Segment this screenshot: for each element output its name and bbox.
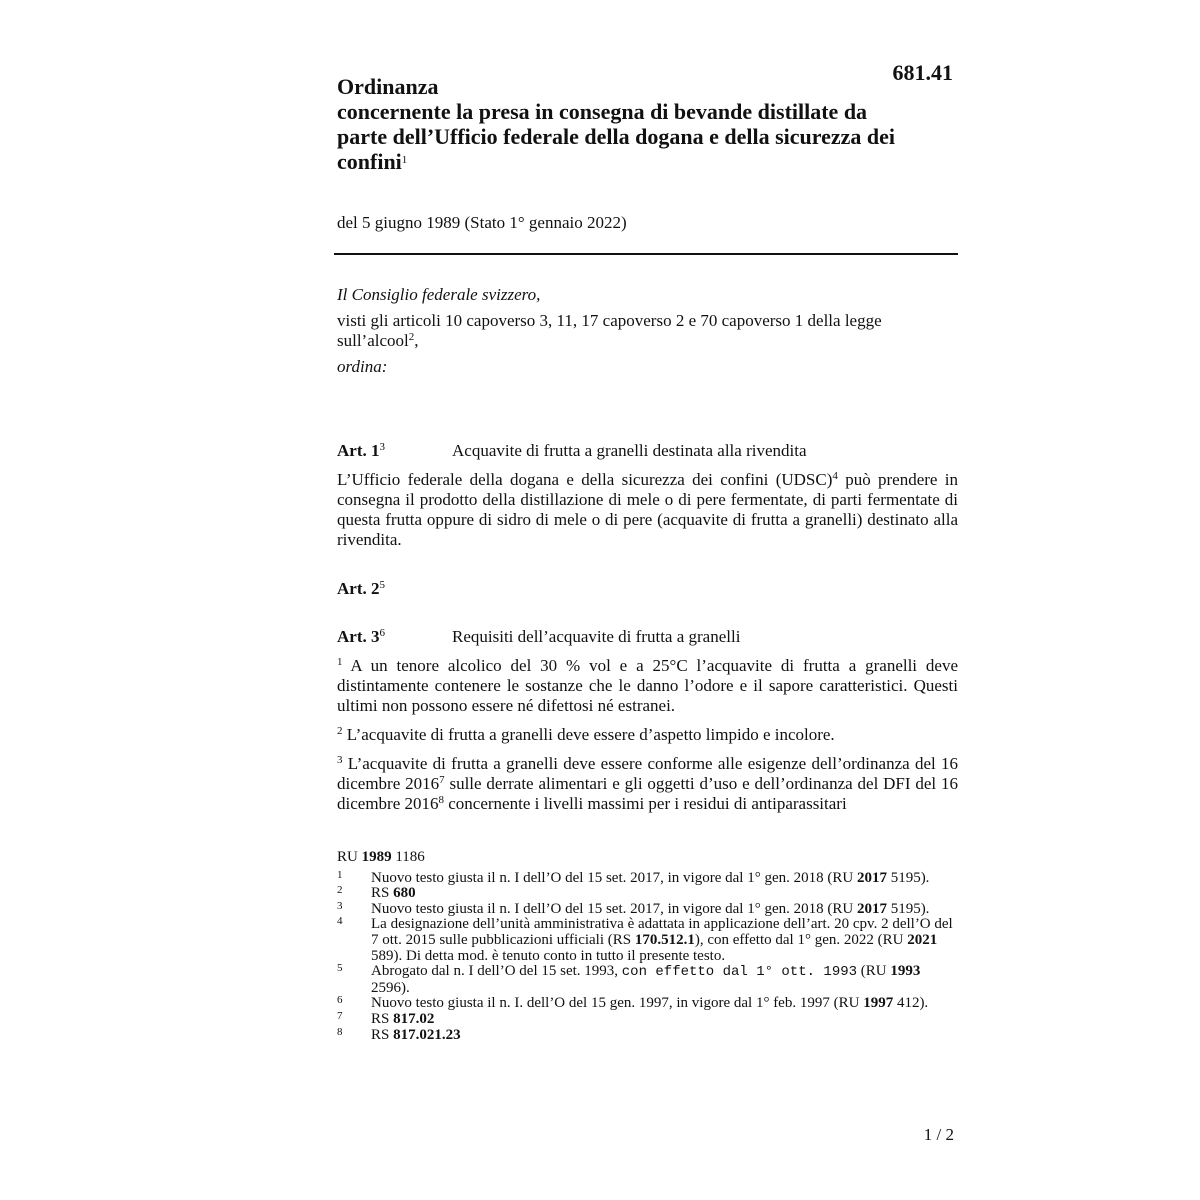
- paragraph-number: 3: [337, 754, 343, 766]
- footnote-item: 4 La designazione dell’unità amministrativa è adattata in applicazione dell’art. 20 cpv. 2 dell’O del 7 ott. 2015 sulle pubblicazioni ufficiali (RS 170.512.1), con effetto dal 1° gen. 2022 (RU 2021 589). Di detta mod. è tenuto conto in tutto il presente testo.: [337, 915, 953, 964]
- footnote-number: 4: [337, 915, 343, 928]
- footnote-ref[interactable]: 8: [438, 794, 444, 806]
- footnote-ref[interactable]: 6: [379, 627, 385, 639]
- footnote-number: 8: [337, 1025, 343, 1038]
- article-title: Requisiti dell’acquavite di frutta a granelli: [452, 627, 741, 646]
- article-1: [337, 441, 958, 559]
- title-line: parte dell’Ufficio federale della dogana e della sicurezza dei: [337, 124, 896, 149]
- sr-number: 681.41: [892, 60, 953, 85]
- ordina: ordina:: [337, 357, 388, 376]
- footnote-item: 2 RS 680: [337, 884, 416, 902]
- ordinance-title: [337, 74, 958, 174]
- legal-basis: visti gli articoli 10 capoverso 3, 11, 17 capoverso 2 e 70 capoverso 1 della legge sull’alcool$^2$,: [337, 311, 882, 350]
- footnote-item: 8 RS 817.021.23: [337, 1025, 461, 1043]
- footnote-ref[interactable]: 3: [379, 441, 385, 453]
- preamble: [337, 285, 958, 383]
- article-heading: [337, 441, 958, 461]
- footnote-item: 5 Abrogato dal n. I dell’O del 15 set. 1993, con effetto dal 1° ott. 1993 (RU 1993 2596).: [337, 962, 921, 996]
- title-line: confini$^1$: [337, 149, 408, 174]
- footnote-item: 7 RS 817.02: [337, 1009, 435, 1027]
- footnote-item: 1 Nuovo testo giusta il n. I dell’O del 15 set. 2017, in vigore dal 1° gen. 2018 (RU 2017 5195).: [337, 868, 930, 886]
- ru-reference: RU 1989 1186: [337, 849, 425, 865]
- paragraph-number: 1: [337, 656, 343, 668]
- footnote-ref[interactable]: 2: [408, 331, 415, 343]
- article-label: Art. 1$^3$: [337, 441, 385, 460]
- footnote-number: 1: [337, 868, 343, 881]
- authority: Il Consiglio federale svizzero,: [337, 285, 541, 304]
- footnotes: [337, 850, 958, 1043]
- footnote-item: 6 Nuovo testo giusta il n. I. dell’O del 15 gen. 1997, in vigore dal 1° feb. 1997 (RU 1997 412).: [337, 994, 929, 1012]
- article-paragraph: $^3$ L’acquavite di frutta a granelli deve essere conforme alle esigenze dell’ordinanza del 16 dicembre 2016$^7$ sulle derrate alimentari e gli oggetti d’uso e dell’ordinanza del DFI del 16 dicembre 2016$^8$ concernente i livelli massimi per i residui di antiparassitari: [337, 754, 958, 813]
- article-paragraph: $^1$ A un tenore alcolico del 30 % vol e a 25°C l’acquavite di frutta a granelli deve distintamente contenere le sostanze che le danno l’odore e il sapore caratteristici. Questi ultimi non possono essere né difettosi né estranei.: [337, 656, 958, 715]
- document-page: [337, 0, 958, 1200]
- date-line: del 5 giugno 1989 (Stato 1° gennaio 2022): [337, 213, 627, 232]
- article-heading: [337, 579, 958, 599]
- article-label: Art. 3$^6$: [337, 627, 385, 646]
- article-3: [337, 627, 958, 823]
- article-heading: [337, 627, 958, 647]
- footnote-number: 3: [337, 899, 343, 912]
- article-paragraph: $^2$ L’acquavite di frutta a granelli deve essere d’aspetto limpido e incolore.: [337, 725, 835, 744]
- article-label: Art. 2$^5$: [337, 579, 385, 598]
- footnote-item: 3 Nuovo testo giusta il n. I dell’O del 15 set. 2017, in vigore dal 1° gen. 2018 (RU 2017 5195).: [337, 899, 930, 917]
- footnote-number: 5: [337, 962, 343, 975]
- footnote-number: 7: [337, 1009, 343, 1022]
- paragraph-number: 2: [337, 725, 343, 737]
- article-paragraph: L’Ufficio federale della dogana e della sicurezza dei confini (UDSC)$^4$ può prendere in consegna il prodotto della distillazione di mele o di pere fermentate, di parti fermentate di questa frutta oppure di sidro di mele o di pere (acquavite di frutta a granelli) destinato alla rivendita.: [337, 470, 959, 549]
- footnote-number: 2: [337, 884, 343, 897]
- article-title: Acquavite di frutta a granelli destinata alla rivendita: [452, 441, 807, 460]
- footnote-ref[interactable]: 1: [401, 154, 408, 166]
- footnote-number: 6: [337, 994, 343, 1007]
- title-line: concernente la presa in consegna di bevande distillate da: [337, 99, 868, 124]
- divider: [334, 253, 958, 255]
- footnote-ref[interactable]: 4: [832, 470, 838, 482]
- article-2: [337, 579, 958, 608]
- footnote-ref[interactable]: 5: [379, 579, 385, 591]
- footnote-ref[interactable]: 7: [439, 774, 445, 786]
- title-line: Ordinanza: [337, 74, 439, 99]
- page-number: 1 / 2: [923, 1125, 954, 1144]
